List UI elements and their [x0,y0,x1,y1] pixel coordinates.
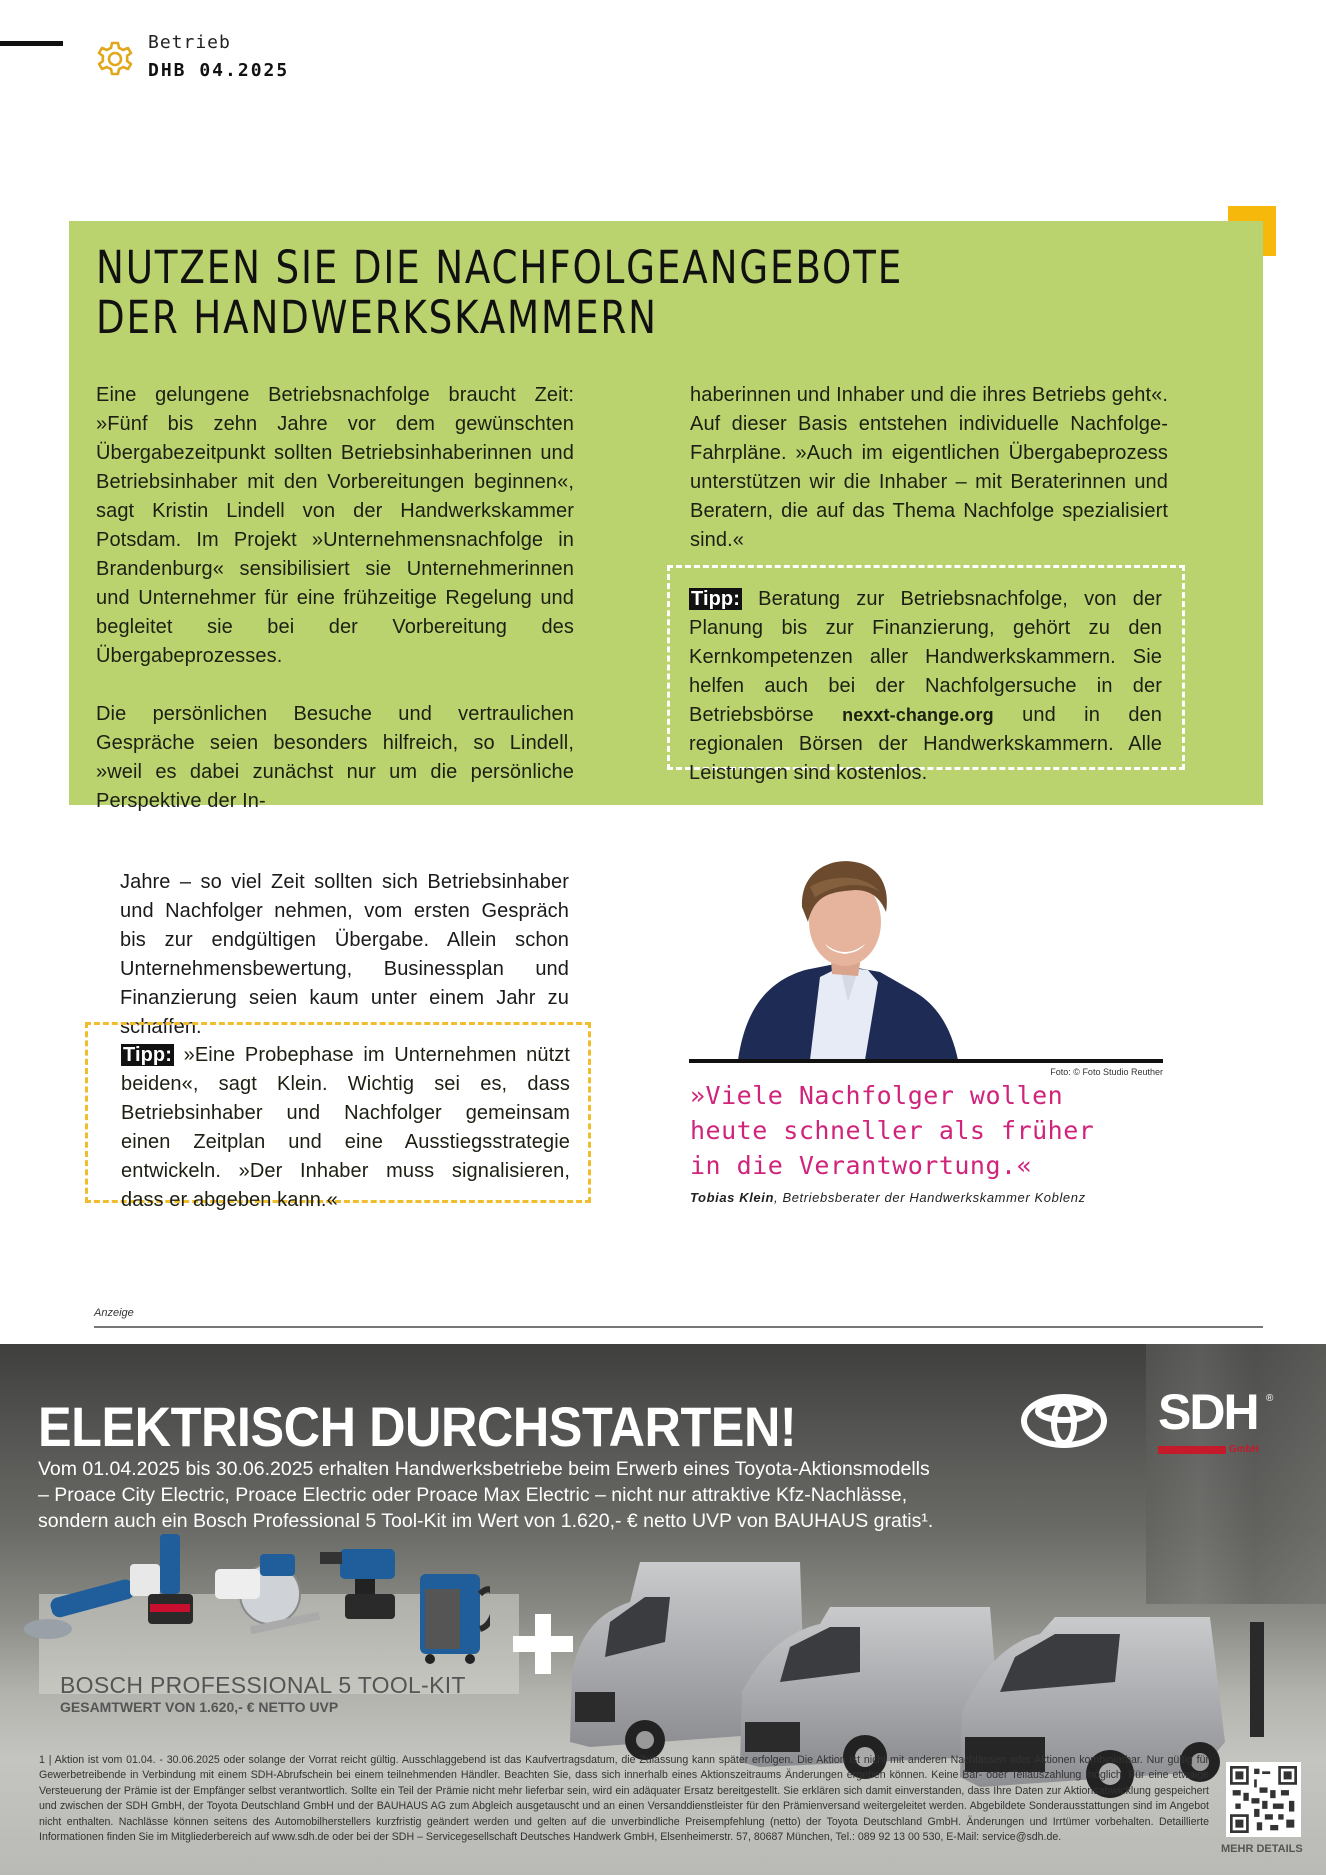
paragraph: Eine gelungene Betriebsnachfolge braucht Zeit: »Fünf bis zehn Jahre vor dem gewünschten Übergabezeitpunkt sollten Betriebsinhaberinnen und Betriebsinhaber mit den Vorbereitungen beginnen«, sagt Kristin Lindell von der Handwerkskammer Potsdam. Im Projekt »Unternehmensnachfolge in Brandenburg« sensibilisiert sie Unternehmerinnen und Unternehmer für eine frühzeitige Regelung und begleitet sie bei der Vorbereitung des Übergabeprozesses. [96,384,574,667]
photo-credit: Foto: © Foto Studio Reuther [1050,1067,1163,1077]
quote-line: heute schneller als früher [690,1116,1095,1145]
tip-text: Beratung zur Betriebsnachfolge, von der Planung bis zur Finanzierung, gehört zu den Kernkompetenzen aller Handwerkskammern. Sie helfen auch bei der Nachfolgersuche in der Betriebsbörse [689,588,1162,726]
tip-text: »Eine Probephase im Unternehmen nützt beiden«, sagt Klein. Wichtig sei es, dass Betriebsinhaber und Nachfolger gemeinsam einen Zeitplan und eine Ausstiegsstrategie entwickeln. »Der Inhaber muss signalisieren, dass er abgeben kann.« [121,1044,570,1211]
tip-label: Tipp: [123,1044,173,1066]
vacuum-icon [420,1574,490,1664]
info-box-title [96,243,903,343]
info-box [69,221,1263,812]
registered-mark: ® [1266,1393,1274,1404]
title-line-1: NUTZEN SIE DIE NACHFOLGEANGEBOTE [96,241,904,294]
bosch-tools-image [20,1534,490,1664]
tip-label: Tipp: [691,588,741,610]
sdh-gmbh: GmbH [1229,1444,1259,1455]
qr-code-icon[interactable] [1226,1762,1301,1837]
quote-attribution [690,1190,1086,1205]
paragraph: haberinnen und Inhaber und die ihres Betriebs geht«. Auf dieser Basis entstehen individuelle Nachfolge-Fahrpläne. »Auch im eigentlichen Übergabeprozess unterstützen wir die Inhaber – mit Beraterinnen und Beratern, die auf das Thema Nachfolge spezialisiert sind.« [690,384,1168,551]
circular-saw-icon [215,1554,320,1634]
ad-label: Anzeige [94,1307,134,1319]
pull-quote [690,1078,1094,1183]
person-name: Tobias Klein [690,1190,775,1205]
quote-line: in die Verantwortung.« [690,1151,1033,1180]
paragraph: Die persönlichen Besuche und vertraulichen Gespräche seien besonders hilfreich, so Lindell, »weil es dabei zunächst nur um die persönliche Perspektive der In- [96,703,574,812]
charger-icon [1250,1622,1264,1737]
angle-grinder-icon [24,1564,160,1639]
tool-kit-name: BOSCH PROFESSIONAL 5 TOOL-KIT [60,1672,466,1698]
info-box-left-column [96,381,574,816]
ad-title: ELEKTRISCH DURCHSTARTEN! [38,1395,797,1458]
section-label: Betrieb [148,32,231,53]
portrait-rule [689,1059,1163,1063]
tool-kit-value: GESAMTWERT VON 1.620,- € NETTO UVP [60,1699,339,1715]
ad-rule [94,1326,1263,1328]
article-paragraph: Jahre – so viel Zeit sollten sich Betriebsinhaber und Nachfolger nehmen, vom ersten Gespräch bis zur endgültigen Übergabe. Allein schon Unternehmensbewertung, Businessplan und Finanzierung seien kaum unter einem Jahr zu schaffen. [120,871,569,1038]
gear-icon [93,37,137,81]
issue-label: DHB 04.2025 [148,60,290,81]
more-details-label[interactable]: MEHR DETAILS [1221,1843,1303,1855]
sdh-red-bar [1158,1446,1226,1454]
ad-lead-text: Vom 01.04.2025 bis 30.06.2025 erhalten Handwerksbetriebe beim Erwerb eines Toyota-Aktionsmodells – Proace City Electric, Proace Electric oder Proace Max Electric – nicht nur attraktive Kfz-Nachlässe, sondern auch ein Bosch Professional 5 Tool-Kit im Wert von 1.620,- € netto UVP von BAUHAUS gratis¹. [38,1458,934,1532]
info-box-right-column [690,381,1168,555]
title-line-2: DER HANDWERKSKAMMERN [96,291,658,344]
tip-box [667,565,1185,784]
sdh-logo [1158,1384,1278,1459]
quote-line: »Viele Nachfolger wollen [690,1081,1064,1110]
toyota-logo-icon [1020,1393,1108,1449]
header-rule [0,41,63,46]
tip-text: und in den regionalen Börsen der Handwerkskammern. Alle Leistungen sind kostenlos. [689,704,1163,784]
tip-box-yellow [85,1022,591,1211]
person-role: , Betriebsberater der Handwerkskammer Koblenz [774,1190,1086,1205]
advertisement[interactable] [0,1344,1326,1875]
portrait-photo [690,852,1164,1060]
nexxt-change-link[interactable]: nexxt-change.org [842,705,994,725]
sdh-logo-text: SDH [1158,1384,1258,1440]
hammer-drill-icon [320,1549,395,1619]
ad-fineprint: 1 | Aktion ist vom 01.04. - 30.06.2025 oder solange der Vorrat reicht gültig. Ausschlaggebend ist das Kaufvertragsdatum, die Zulassung kann später erfolgen. Die Aktion ist nicht mit anderen Nachlässen oder Aktionen kombinierbar. Nur gültig für Gewerbetreibende in Verbindung mit einem SDH-Abrufschein bei einem teilnehmenden Händler. Beachten Sie, dass sich innerhalb eines Aktionszeitraums Änderungen ergeben können. Keine Bar- oder Teilauszahlung möglich. Für eine etwaige Versteuerung der Prämie ist der Empfänger selbst verantwortlich. Sollte ein Teil der Prämie nicht mehr lieferbar sein, wird ein adäquater Ersatz bereitgestellt. Sie erklären sich damit einverstanden, dass Ihre Daten zur Aktionsabwicklung gespeichert und zwischen der SDH GmbH, der Toyota Deutschland GmbH und der BAUHAUS AG zum Abgleich ausgetauscht und an einen Versanddienstleister für den Prämienversand weitergeleitet werden. Abgebildete Sonderausstattungen sind im Angebot nicht enthalten. Nachlässe können seitens des Automobilherstellers kurzfristig geändert werden und gelten auf die unverbindliche Preisempfehlung (netto) der Toyota Deutschland GmbH. Änderungen und Irrtümer vorbehalten. Detaillierte Informationen finden Sie im Mitgliederbereich auf www.sdh.de oder bei der SDH – Servicegesellschaft Deutsches Handwerk GmbH, Elsenheimerstr. 57, 80687 München, Tel.: 089 92 13 00 530, E-Mail: service@sdh.de. [39,1754,1209,1844]
